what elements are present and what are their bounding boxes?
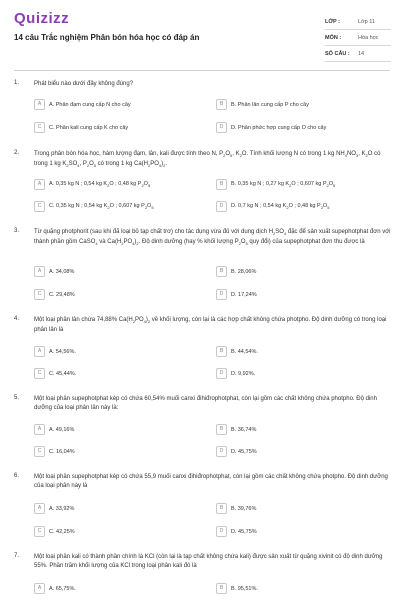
option-letter: C	[34, 289, 45, 300]
question-text: Từ quặng photphorit (sau khi đã loại bỏ tạp chất trơ) cho tác dụng vừa đủ với dung dịch $H_2SO_4$ đặc để sản xuất supephotphat đơn với thành phần gồm CaSO$_4$ và $Ca(H_2PO_4)_2$. Độ dinh dưỡng (hay % khối lượng $P_2O_5$ quy đổi) của supephotphat đơn thu được là	[34, 229, 391, 247]
option-letter: D	[216, 446, 227, 457]
meta-row-subject	[325, 30, 391, 46]
option-d[interactable]	[216, 289, 386, 300]
option-a[interactable]	[34, 179, 204, 190]
meta-label: SỐ CÂU :	[325, 50, 350, 57]
meta-value: 14	[358, 50, 365, 57]
meta-value: Hóa học	[358, 34, 379, 41]
question-3	[14, 228, 392, 298]
option-text: B. 95,51%.	[231, 585, 258, 592]
meta-row-grade	[325, 14, 391, 30]
option-text: D. 9,92%.	[231, 370, 256, 377]
option-c[interactable]	[34, 201, 204, 212]
option-letter: C	[34, 446, 45, 457]
meta-value: Lớp 11	[358, 18, 375, 25]
option-letter: B	[216, 346, 227, 357]
option-letter: A	[34, 424, 45, 435]
option-b[interactable]	[216, 503, 386, 514]
option-text: D. 17,24%	[231, 291, 257, 298]
question-7	[14, 553, 392, 592]
option-letter: A	[34, 583, 45, 594]
meta-label: LỚP :	[325, 18, 340, 25]
option-d[interactable]	[216, 526, 386, 537]
option-c[interactable]	[34, 122, 204, 133]
option-letter: C	[34, 201, 45, 212]
question-text: Phát biểu nào dưới đây không đúng?	[34, 81, 134, 87]
option-b[interactable]	[216, 266, 386, 277]
question-text: Trong phân bón hóa học, hàm lượng đạm, lân, kali được tính theo N, $P_2O_5$, $K_2O$. Tính khối lượng N có trong 1 kg $NH_4NO_3$, $K_2O$ có trong 1 kg $K_2SO_4$, $P_2O_5$ có trong 1 kg $Ca(H_2PO_4)_2$.	[34, 151, 381, 169]
option-text: D. 45,75%	[231, 448, 257, 455]
question-text: Một loại phân supephotphat kép có chứa 60,54% muối canxi đihiđrophotphat, còn lại gồm các chất không chứa photpho. Độ dinh dưỡng của loại phân lân này là:	[34, 396, 377, 411]
question-text: Một loại phân lân chứa 74,88% $Ca(H_2PO_4)_2$ về khối lượng, còn lại là các hợp chất không chứa photpho. Độ dinh dưỡng có trong loại phân lân là	[34, 317, 387, 334]
option-c[interactable]	[34, 289, 204, 300]
option-b[interactable]	[216, 346, 386, 357]
option-letter: B	[216, 99, 227, 110]
option-text: C. Phân kali cung cấp K cho cây	[49, 124, 129, 131]
option-letter: A	[34, 503, 45, 514]
option-letter: A	[34, 99, 45, 110]
option-a[interactable]	[34, 503, 204, 514]
option-text: B. 39,76%	[231, 505, 257, 512]
option-letter: C	[34, 526, 45, 537]
meta-row-count	[325, 46, 391, 62]
option-text: D. Phân phức hợp cung cấp O cho cây	[231, 124, 327, 131]
option-text: C. 0,35 kg N ; 0,54 kg $K_2O$ ; 0,607 kg $P_2O_5$	[49, 202, 154, 211]
quizizz-logo: Quizizz	[14, 10, 70, 27]
option-letter: A	[34, 266, 45, 277]
option-text: A. 33,92%	[49, 505, 75, 512]
option-letter: D	[216, 526, 227, 537]
option-a[interactable]	[34, 424, 204, 435]
option-text: C. 29,48%	[49, 291, 75, 298]
option-text: B. 36,74%	[231, 426, 257, 433]
option-text: B. 28,06%	[231, 268, 257, 275]
option-text: A. 65,75%.	[49, 585, 76, 592]
option-a[interactable]	[34, 99, 204, 110]
question-text: Một loại phân kali có thành phần chính là KCl (còn lại là tạp chất không chứa kali) được sản xuất từ quặng xivinit có độ dinh dưỡng 55%. Phần trăm khối lượng của KCl trong loại phân kali đó là	[34, 554, 383, 569]
question-4	[14, 316, 392, 377]
option-text: A. 54,56%.	[49, 348, 76, 355]
option-letter: A	[34, 346, 45, 357]
option-letter: B	[216, 424, 227, 435]
option-d[interactable]	[216, 446, 386, 457]
question-2	[14, 150, 392, 211]
option-text: A. 49,16%	[49, 426, 75, 433]
meta-label: MÔN :	[325, 34, 342, 41]
question-number: 5.	[14, 395, 20, 401]
question-number: 4.	[14, 316, 20, 322]
option-text: A. 34,08%	[49, 268, 75, 275]
option-text: C. 45,44%.	[49, 370, 77, 377]
option-a[interactable]	[34, 346, 204, 357]
document-title: 14 câu Trắc nghiệm Phân bón hóa học có đáp án	[14, 33, 200, 42]
question-number: 3.	[14, 228, 20, 234]
option-c[interactable]	[34, 446, 204, 457]
option-text: B. 44,54%.	[231, 348, 258, 355]
option-letter: D	[216, 368, 227, 379]
option-b[interactable]	[216, 583, 386, 594]
question-1	[14, 80, 392, 131]
option-letter: D	[216, 201, 227, 212]
option-b[interactable]	[216, 424, 386, 435]
question-number: 6.	[14, 473, 20, 479]
option-c[interactable]	[34, 526, 204, 537]
option-text: A. Phân đạm cung cấp N cho cây	[49, 101, 131, 108]
option-d[interactable]	[216, 368, 386, 379]
option-text: C. 42,25%	[49, 528, 75, 535]
question-text: Một loại phân supephotphat kép có chứa 55,9 muối canxi đihiđrophotphat, còn lại gồm các chất không chứa photpho. Độ dinh dưỡng của loại phân này là	[34, 474, 388, 489]
meta-table	[325, 14, 391, 62]
option-letter: C	[34, 368, 45, 379]
header-divider	[14, 70, 390, 71]
option-text: B. 0,35 kg N ; 0,27 kg $K_2O$ ; 0,607 kg $P_2O_5$	[231, 180, 336, 189]
question-5	[14, 395, 392, 455]
question-number: 1.	[14, 80, 20, 86]
option-text: D. 45,75%	[231, 528, 257, 535]
option-b[interactable]	[216, 99, 386, 110]
option-letter: B	[216, 503, 227, 514]
option-a[interactable]	[34, 583, 204, 594]
question-number: 2.	[14, 150, 20, 156]
option-d[interactable]	[216, 122, 386, 133]
option-letter: A	[34, 179, 45, 190]
option-letter: C	[34, 122, 45, 133]
question-6	[14, 473, 392, 535]
option-d[interactable]	[216, 201, 386, 212]
option-c[interactable]	[34, 368, 204, 379]
option-text: B. Phân lân cung cấp P cho cây	[231, 101, 309, 108]
option-a[interactable]	[34, 266, 204, 277]
option-letter: B	[216, 179, 227, 190]
option-letter: D	[216, 122, 227, 133]
question-number: 7.	[14, 553, 20, 559]
option-letter: B	[216, 266, 227, 277]
option-letter: B	[216, 583, 227, 594]
option-b[interactable]	[216, 179, 386, 190]
option-text: A. 0,35 kg N ; 0,54 kg $K_2O$ ; 0,48 kg $P_2O_5$	[49, 180, 151, 189]
option-text: D. 0,7 kg N ; 0,54 kg $K_2O$ ; 0,48 kg $P_2O_5$	[231, 202, 330, 211]
option-letter: D	[216, 289, 227, 300]
option-text: C. 16,04%	[49, 448, 75, 455]
